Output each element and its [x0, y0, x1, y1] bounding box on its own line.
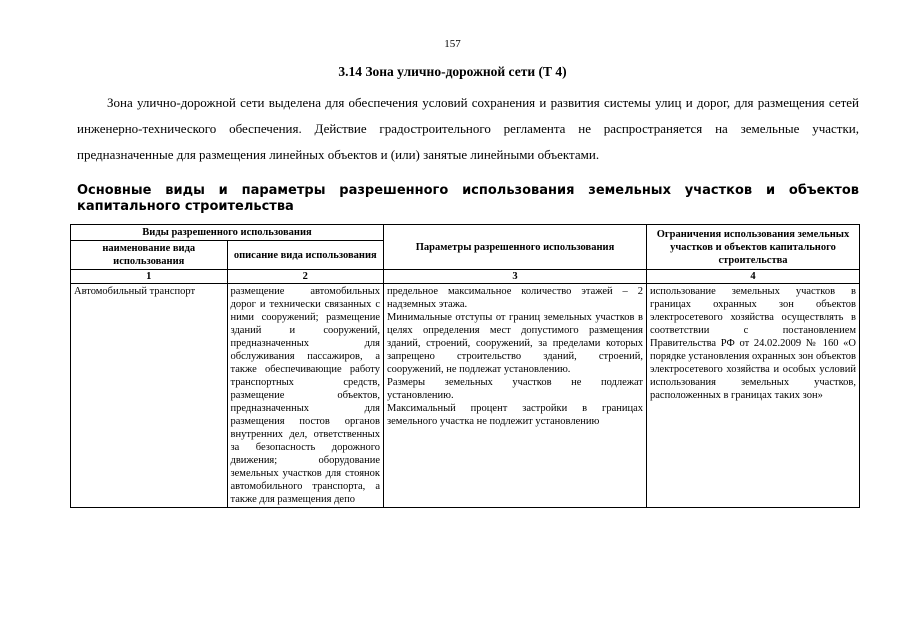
header-parameters: Параметры разрешенного использования — [384, 225, 647, 270]
table-header-row — [71, 225, 860, 241]
section-title: 3.14 Зона улично-дорожной сети (Т 4) — [338, 64, 567, 79]
column-number-row — [71, 270, 860, 284]
parameter-min-setbacks: Минимальные отступы от границ земельных участков в целях определения мест допустимого размещения зданий, строений, сооружений, за пределами которых запрещено строительство зданий, строений, сооружений, не подлежат установлению. — [387, 312, 643, 375]
parameter-max-floors: предельное максимальное количество этажей – 2 надземных этажа. — [387, 286, 643, 310]
header-restrictions: Ограничения использования земельных участков и объектов капитального строительства — [647, 225, 860, 270]
use-name-cell: Автомобильный транспорт — [71, 284, 228, 508]
column-number: 4 — [647, 270, 860, 284]
column-number: 2 — [227, 270, 384, 284]
use-description-cell: размещение автомобильных дорог и технически связанных с ними сооружений; размещение зданий и сооружений, предназначенных для обслуживания пассажиров, а также обеспечивающие работу транспортных средств, размещение объектов, предназначенных для размещения постов органов внутренних дел, ответственных за безопасность дорожного движения; оборудование земельных участков для стоянок автомобильного транспорта, а также для размещения депо — [227, 284, 384, 508]
parameter-max-coverage: Максимальный процент застройки в границах земельного участка не подлежит установлению — [387, 403, 643, 427]
parameter-plot-size: Размеры земельных участков не подлежат установлению. — [387, 377, 643, 401]
header-permitted-use-types: Виды разрешенного использования — [71, 225, 384, 241]
table-row — [71, 284, 860, 508]
header-use-description: описание вида использования — [227, 241, 384, 270]
parameters-cell — [384, 284, 647, 508]
table-heading: Основные виды и параметры разрешенного использования земельных участков и объектов капитального строительства — [77, 183, 859, 214]
header-use-name: наименование вида использования — [71, 241, 228, 270]
restrictions-cell: использование земельных участков в границах охранных зон объектов электросетевого хозяйства осуществлять в соответствии с постановлением Правительства РФ от 24.02.2009 № 160 «О порядке установления охранных зон объектов электросетевого хозяйства и особых условий использования земельных участков, расположенных в границах таких зон» — [647, 284, 860, 508]
column-number: 3 — [384, 270, 647, 284]
regulations-table — [70, 224, 860, 508]
intro-paragraph: Зона улично-дорожной сети выделена для обеспечения условий сохранения и развития системы улиц и дорог, для размещения сетей инженерно-технического обеспечения. Действие градостроительного регламента не распространяется на земельные участки, предназначенные для размещения линейных объектов и (или) занятые линейными объектами. — [77, 95, 859, 162]
column-number: 1 — [71, 270, 228, 284]
page-number: 157 — [444, 38, 461, 50]
